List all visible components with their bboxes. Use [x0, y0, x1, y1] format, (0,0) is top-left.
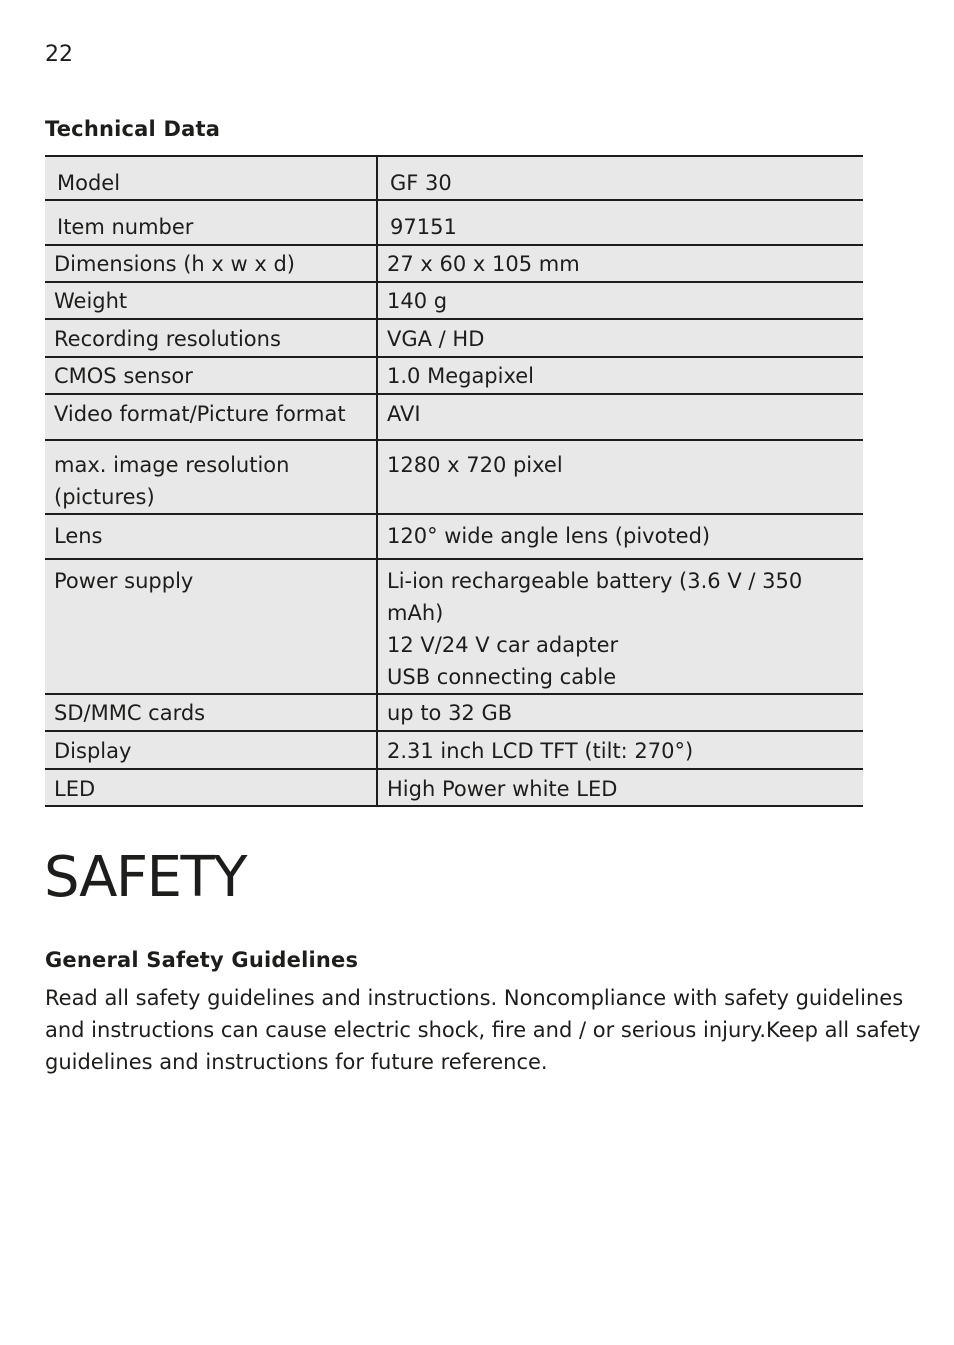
spec-value-cell [377, 731, 863, 769]
spec-value-cell [377, 514, 863, 559]
spec-value-cell [377, 200, 863, 245]
spec-value: USB connecting cable [387, 665, 617, 689]
spec-label-cell [45, 694, 377, 731]
table-row [45, 694, 863, 731]
spec-label: Power supply [54, 569, 194, 593]
general-safety-heading: General Safety Guidelines [45, 948, 359, 972]
spec-label-cell [45, 731, 377, 769]
spec-value-cell [377, 769, 863, 806]
spec-value: Li-ion rechargeable battery (3.6 V / 350 mAh) [387, 569, 803, 625]
spec-label-cell [45, 156, 377, 200]
safety-body-text [45, 982, 921, 1078]
safety-body-line: and instructions can cause electric shock, fire and / or serious injury.Keep all safety [45, 1018, 921, 1042]
table-row [45, 200, 863, 245]
spec-label-cell [45, 319, 377, 357]
table-row [45, 282, 863, 319]
spec-label: LED [54, 777, 96, 801]
spec-label-cell [45, 394, 377, 440]
table-row [45, 559, 863, 694]
spec-value: 1280 x 720 pixel [387, 453, 563, 477]
spec-label: Video format/Picture format [54, 402, 346, 426]
safety-body-line: guidelines and instructions for future reference. [45, 1050, 548, 1074]
page-number: 22 [45, 42, 73, 67]
spec-value-cell [377, 559, 863, 694]
spec-value: VGA / HD [387, 327, 485, 351]
table-row [45, 769, 863, 806]
spec-label: CMOS sensor [54, 364, 193, 388]
spec-label: Lens [54, 524, 103, 548]
spec-value-cell [377, 694, 863, 731]
spec-label: max. image resolution (pictures) [54, 453, 290, 509]
table-row [45, 245, 863, 282]
table-row [45, 731, 863, 769]
spec-label: Dimensions (h x w x d) [54, 252, 295, 276]
safety-title: SAFETY [44, 845, 246, 910]
spec-label-cell [45, 282, 377, 319]
table-row [45, 357, 863, 394]
spec-value: 1.0 Megapixel [387, 364, 535, 388]
spec-value: 97151 [390, 215, 457, 239]
spec-label: Display [54, 739, 132, 763]
table-row [45, 440, 863, 514]
spec-label: Weight [54, 289, 128, 313]
spec-label-cell [45, 200, 377, 245]
table-row [45, 156, 863, 200]
spec-value-cell [377, 394, 863, 440]
spec-value: High Power white LED [387, 777, 618, 801]
spec-value-cell [377, 319, 863, 357]
spec-value: 27 x 60 x 105 mm [387, 252, 580, 276]
safety-body-line: Read all safety guidelines and instructions. Noncompliance with safety guidelines [45, 986, 904, 1010]
spec-value: AVI [387, 402, 421, 426]
spec-value-cell [377, 156, 863, 200]
spec-value-cell [377, 440, 863, 514]
spec-label-cell [45, 357, 377, 394]
spec-label-cell [45, 769, 377, 806]
spec-value: 12 V/24 V car adapter [387, 633, 619, 657]
spec-label: Item number [57, 215, 194, 239]
spec-value: 2.31 inch LCD TFT (tilt: 270°) [387, 739, 694, 763]
spec-label: Recording resolutions [54, 327, 281, 351]
technical-data-table [45, 155, 863, 807]
table-row [45, 514, 863, 559]
spec-label-cell [45, 440, 377, 514]
spec-label-cell [45, 245, 377, 282]
technical-data-heading: Technical Data [45, 117, 221, 141]
table-row [45, 394, 863, 440]
spec-value: up to 32 GB [387, 701, 513, 725]
spec-value: GF 30 [390, 171, 452, 195]
spec-value: 120° wide angle lens (pivoted) [387, 524, 711, 548]
spec-value-cell [377, 282, 863, 319]
table-row [45, 319, 863, 357]
spec-value-cell [377, 357, 863, 394]
spec-label-cell [45, 514, 377, 559]
spec-value-cell [377, 245, 863, 282]
spec-label: Model [57, 171, 121, 195]
spec-label-cell [45, 559, 377, 694]
spec-value: 140 g [387, 289, 448, 313]
spec-label: SD/MMC cards [54, 701, 206, 725]
